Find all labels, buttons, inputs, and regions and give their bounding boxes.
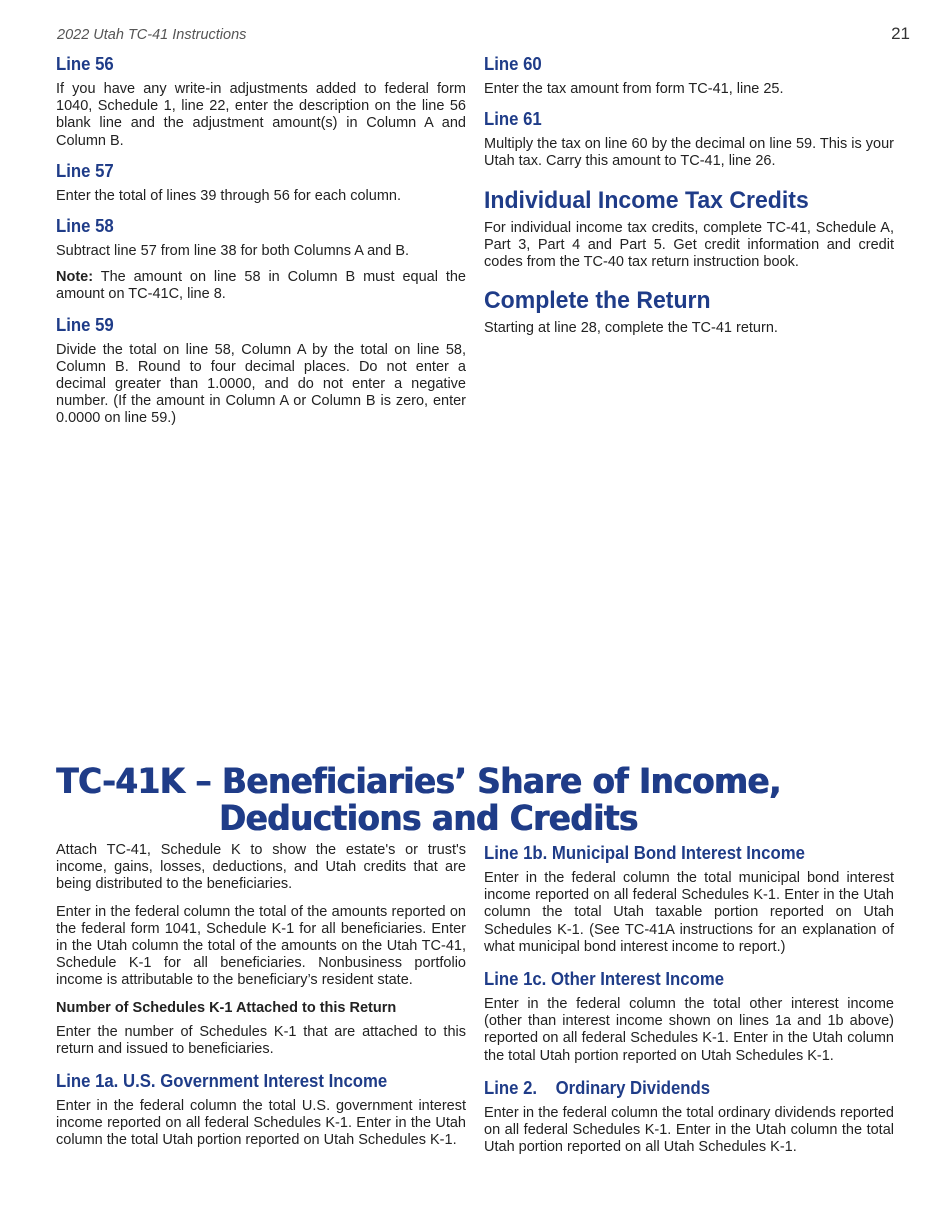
line59-heading: Line 59 [56, 314, 114, 335]
line1b-heading: Line 1b. Municipal Bond Interest Income [484, 843, 805, 863]
bottom-left-column [56, 842, 466, 1160]
line59-text: Divide the total on line 58, Column A by the total on line 58, Column B. Round to four decimal places. Do not enter a decimal greater than 1.0000, and do not enter a negative number. (If the amount in Column A or Column B is zero, enter 0.0000 on line 59.) [56, 341, 466, 427]
note-text: The amount on line 58 in Column B must equal the amount on TC-41C, line 8. [56, 269, 466, 303]
section-title-line2: Deductions and Credits [218, 799, 638, 839]
line1b-text: Enter in the federal column the total municipal bond interest income reported on all federal Schedules K-1. Enter in the Utah column the total Utah taxable portion reported on Utah Schedules K-1. (See TC-41A instructions for an explanation of what municipal bond interest income to report.) [484, 870, 894, 955]
complete-return-heading: Complete the Return [484, 287, 711, 315]
line58-heading: Line 58 [56, 216, 114, 237]
line61-heading: Line 61 [484, 109, 542, 130]
line56-text: If you have any write-in adjustments added to federal form 1040, Schedule 1, line 22, enter the description on the line 56 blank line and the adjustment amount(s) in Column A and Column B. [56, 81, 466, 149]
line1c-text: Enter in the federal column the total other interest income (other than interest income shown on lines 1a and 1b above) reported on all federal Schedules K-1. Enter in the Utah column the total Utah portion reported on Utah Schedules K-1. [484, 996, 894, 1064]
credits-heading: Individual Income Tax Credits [484, 186, 809, 214]
section-title [56, 764, 781, 838]
line1c-heading: Line 1c. Other Interest Income [484, 969, 725, 990]
line57-text: Enter the total of lines 39 through 56 for each column. [56, 187, 401, 204]
credits-text: For individual income tax credits, complete TC-41, Schedule A, Part 3, Part 4 and Part 5. Get credit information and credit codes from the TC-40 tax return instruction book. [484, 219, 894, 271]
note-label: Note: [56, 269, 94, 286]
line58-text: Subtract line 57 from line 38 for both Columns A and B. [56, 243, 410, 260]
line58-note [56, 269, 466, 303]
complete-return-text: Starting at line 28, complete the TC-41 return. [484, 320, 778, 337]
bottom-right-column [484, 842, 894, 1166]
page-number: 21 [891, 24, 910, 43]
top-right-column [484, 53, 894, 347]
line60-text: Enter the tax amount from form TC-41, line 25. [484, 81, 784, 97]
line56-heading: Line 56 [56, 54, 114, 74]
schedules-count-heading: Number of Schedules K-1 Attached to this Return [56, 999, 397, 1016]
intro-paragraph-1: Attach TC-41, Schedule K to show the estate's or trust's income, gains, losses, deductions, and Utah credits that are being distributed to the beneficiaries. [56, 842, 466, 893]
line57-heading: Line 57 [56, 160, 114, 181]
schedules-count-text: Enter the number of Schedules K-1 that are attached to this return and issued to beneficiaries. [56, 1023, 466, 1057]
line1a-heading: Line 1a. U.S. Government Interest Income [56, 1071, 388, 1092]
line1a-text: Enter in the federal column the total U.S. government interest income reported on all federal Schedules K-1. Enter in the Utah column the total Utah portion reported on Utah Schedules K-1. [56, 1098, 466, 1149]
document-header-title: 2022 Utah TC-41 Instructions [57, 27, 247, 43]
intro-paragraph-2: Enter in the federal column the total of the amounts reported on the federal form 1041, Schedule K-1 for all beneficiaries. Enter in the Utah column the total of the amounts on the Utah TC-41, Schedule K-1 for all beneficiaries. Nonbusiness portfolio income is attributable to the beneficiary’s resident state. [56, 903, 466, 989]
line2-text: Enter in the federal column the total ordinary dividends reported on all federal Schedules K-1. Enter in the Utah column the total Utah portion reported on all Utah Schedules K-1. [484, 1104, 894, 1156]
line60-heading: Line 60 [484, 54, 542, 74]
section-title-line1: TC-41K – Beneficiaries’ Share of Income, [56, 762, 781, 802]
top-left-column [56, 53, 466, 438]
line61-text: Multiply the tax on line 60 by the decimal on line 59. This is your Utah tax. Carry this amount to TC-41, line 26. [484, 136, 894, 170]
line2-heading: Line 2. Ordinary Dividends [484, 1077, 711, 1098]
